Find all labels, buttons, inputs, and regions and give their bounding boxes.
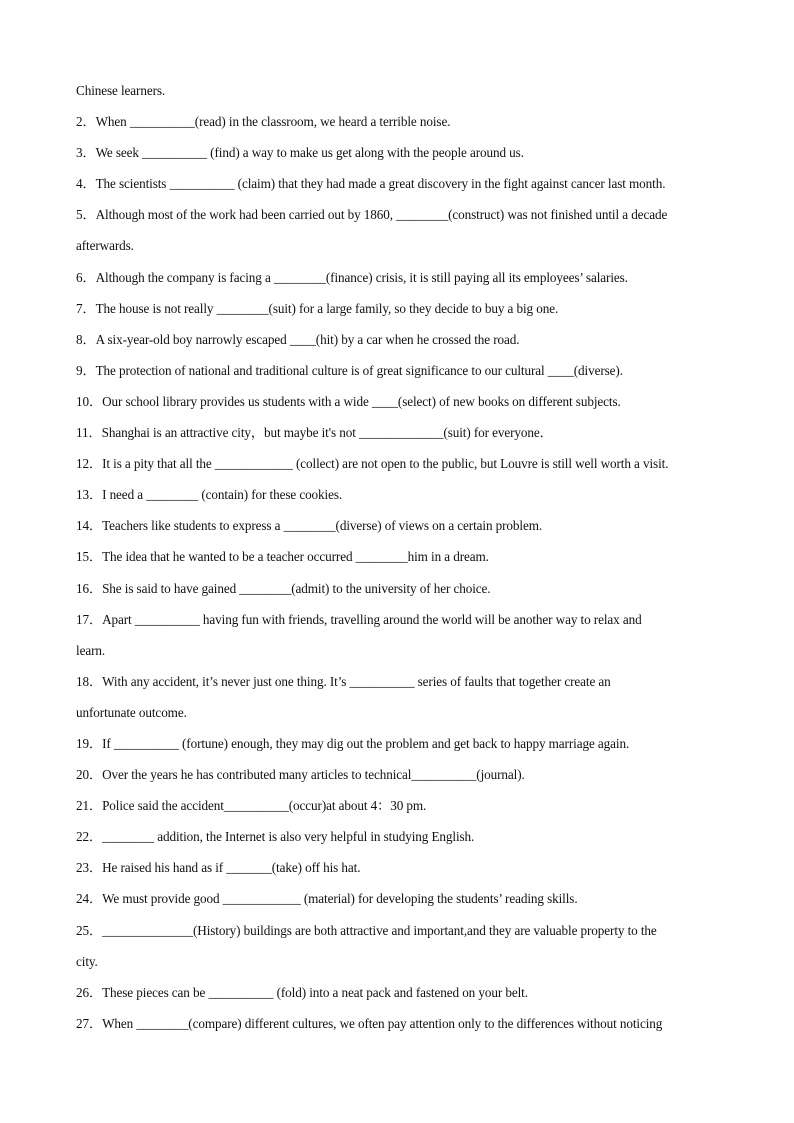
question-4: 4．The scientists __________ (claim) that they had made a great discovery in the fight against cancer last month.	[76, 176, 666, 192]
question-5: 5．Although most of the work had been carried out by 1860, ________(construct) was not finished until a decade	[76, 207, 668, 223]
question-21: 21．Police said the accident__________(occur)at about 4：30 pm.	[76, 798, 427, 814]
question-25: 25．______________(History) buildings are both attractive and important,and they are valuable property to the	[76, 922, 657, 938]
question-7: 7．The house is not really ________(suit) for a large family, so they decide to buy a big one.	[76, 300, 559, 316]
text-line: Chinese learners.	[76, 83, 166, 98]
question-17: 17．Apart __________ having fun with friends, travelling around the world will be another way to relax and	[76, 611, 642, 627]
question-5-continued: afterwards.	[76, 238, 134, 254]
question-27: 27．When ________(compare) different cultures, we often pay attention only to the differences without noticing	[76, 1015, 663, 1031]
question-8: 8．A six-year-old boy narrowly escaped ____(hit) by a car when he crossed the road.	[76, 331, 520, 347]
question-2: 2．When __________(read) in the classroom, we heard a terrible noise.	[76, 114, 451, 130]
question-24: 24．We must provide good ____________ (material) for developing the students’ reading skills.	[76, 891, 578, 907]
question-18-continued: unfortunate outcome.	[76, 704, 187, 720]
question-20: 20．Over the years he has contributed many articles to technical__________(journal).	[76, 767, 525, 783]
question-25-continued: city.	[76, 953, 98, 969]
question-11: 11．Shanghai is an attractive city，but maybe it's not _____________(suit) for everyone．	[76, 425, 553, 441]
question-17-continued: learn.	[76, 642, 106, 658]
question-19: 19．If __________ (fortune) enough, they may dig out the problem and get back to happy marriage again.	[76, 735, 630, 751]
question-3: 3．We seek __________ (find) a way to make us get along with the people around us.	[76, 145, 524, 161]
question-26: 26．These pieces can be __________ (fold) into a neat pack and fastened on your belt.	[76, 984, 528, 1000]
question-23: 23．He raised his hand as if _______(take) off his hat.	[76, 860, 361, 876]
question-12: 12．It is a pity that all the ____________ (collect) are not open to the public, but Louvre is still well worth a visit.	[76, 456, 669, 472]
question-6: 6．Although the company is facing a ________(finance) crisis, it is still paying all its employees’ salaries.	[76, 269, 628, 285]
exercise-text	[76, 81, 720, 1045]
question-9: 9．The protection of national and traditional culture is of great significance to our cultural ____(diverse).	[76, 362, 623, 378]
question-16: 16．She is said to have gained ________(admit) to the university of her choice.	[76, 580, 491, 596]
question-18: 18．With any accident, it’s never just one thing. It’s __________ series of faults that together create an	[76, 673, 611, 689]
question-13: 13．I need a ________ (contain) for these cookies.	[76, 487, 343, 503]
question-14: 14．Teachers like students to express a ________(diverse) of views on a certain problem.	[76, 518, 543, 534]
question-15: 15．The idea that he wanted to be a teacher occurred ________him in a dream.	[76, 549, 489, 565]
question-10: 10．Our school library provides us students with a wide ____(select) of new books on different subjects.	[76, 393, 621, 409]
question-22: 22．________ addition, the Internet is also very helpful in studying English.	[76, 829, 475, 845]
